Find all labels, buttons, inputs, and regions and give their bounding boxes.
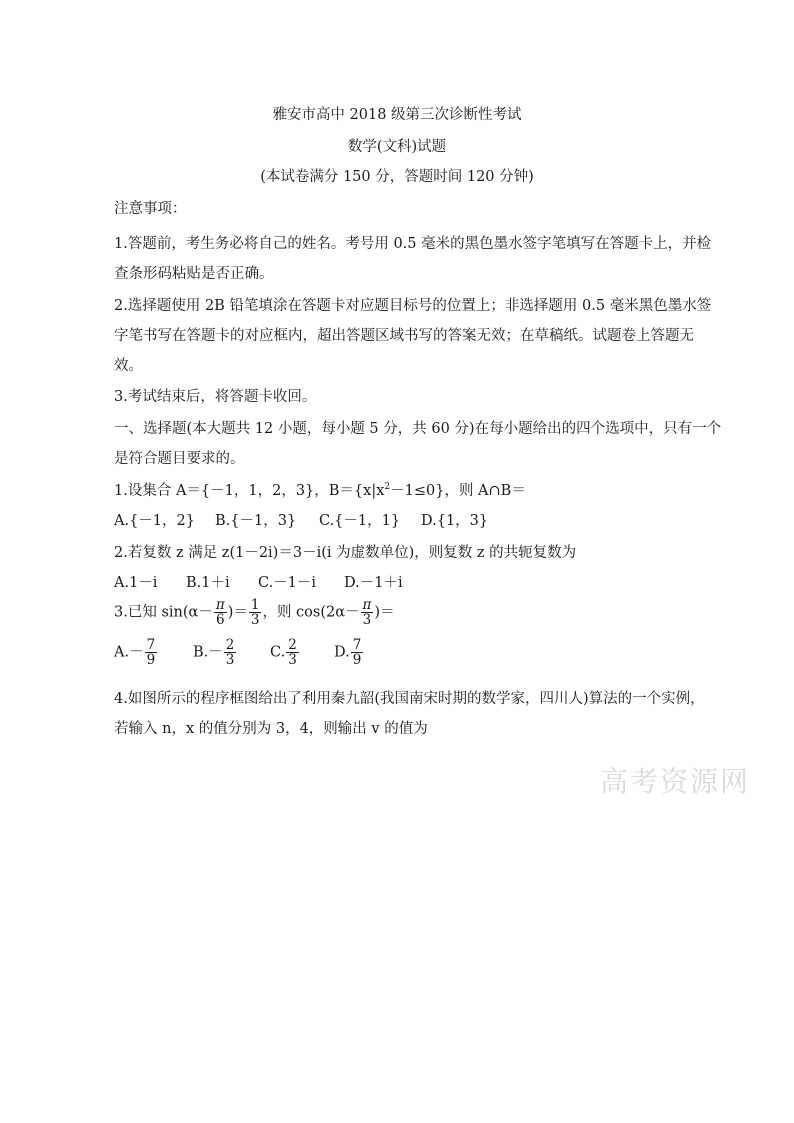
q3-option-c bbox=[270, 638, 334, 667]
q3-option-a-denominator: 9 bbox=[146, 652, 156, 669]
q3-fraction-3-denominator: 3 bbox=[362, 612, 372, 629]
question-3-stem bbox=[114, 598, 395, 627]
question-3-options bbox=[114, 638, 364, 667]
q1-stem-part-a: 1.设集合 A＝{－1，1，2，3}，B＝{x|x bbox=[114, 483, 385, 499]
q1-option-a: A.{－1，2} bbox=[114, 513, 195, 529]
q1-superscript: 2 bbox=[384, 482, 391, 493]
notice-heading: 注意事项： bbox=[114, 201, 187, 217]
q3-part-4: )＝ bbox=[374, 604, 395, 621]
question-1-options bbox=[114, 509, 488, 530]
q3-option-c-numerator: 2 bbox=[288, 637, 297, 653]
q3-fraction-2-denominator: 3 bbox=[250, 612, 260, 629]
q3-option-c-prefix: C. bbox=[270, 644, 286, 661]
q3-option-a-numerator: 7 bbox=[146, 637, 156, 653]
q2-option-d: D.－1＋i bbox=[344, 575, 403, 591]
q3-part-1: 3.已知 sin(α－ bbox=[114, 604, 213, 621]
notice-item-3: 3.考试结束后，将答题卡收回。 bbox=[114, 389, 317, 405]
q3-option-b-prefix: B.－ bbox=[193, 644, 223, 661]
section-1-line-2: 是符合题目要求的。 bbox=[114, 451, 245, 467]
q3-option-d-denominator: 9 bbox=[352, 652, 362, 669]
q3-option-a-prefix: A.－ bbox=[114, 644, 144, 661]
question-1-stem bbox=[114, 479, 526, 500]
question-4-line-1: 4.如图所示的程序框图给出了利用秦九韶(我国南宋时期的数学家，四川人)算法的一个实例， bbox=[114, 691, 705, 707]
q3-option-b-denominator: 3 bbox=[225, 652, 235, 669]
q3-option-c-denominator: 3 bbox=[288, 652, 297, 669]
q3-fraction-1-3 bbox=[249, 598, 262, 627]
q1-option-d: D.{1，3} bbox=[421, 513, 489, 529]
q3-fraction-2-numerator: 1 bbox=[250, 597, 260, 613]
exam-info: (本试卷满分 150 分，答题时间 120 分钟) bbox=[260, 169, 534, 185]
q3-fraction-3-numerator: π bbox=[362, 597, 372, 613]
exam-subtitle: 数学(文科)试题 bbox=[347, 139, 447, 155]
q2-option-a: A.1－i bbox=[114, 575, 158, 591]
q2-option-c: C.－1－i bbox=[258, 575, 317, 591]
notice-item-2-line-3: 效。 bbox=[114, 358, 143, 374]
q3-fraction-1-denominator: 6 bbox=[215, 612, 225, 629]
q2-option-b: B.1＋i bbox=[186, 575, 230, 591]
q3-option-d-numerator: 7 bbox=[352, 637, 362, 653]
q3-fraction-pi-6 bbox=[214, 598, 227, 627]
q3-fraction-1-numerator: π bbox=[215, 597, 225, 613]
notice-item-1-line-1: 1.答题前，考生务必将自己的姓名。考号用 0.5 毫米的黑色墨水签字笔填写在答题卡上，并检 bbox=[114, 236, 712, 252]
q3-option-d-fraction bbox=[351, 638, 364, 667]
notice-item-2-line-2: 字笔书写在答题卡的对应框内，超出答题区域书写的答案无效；在草稿纸。试题卷上答题无 bbox=[114, 328, 694, 344]
q3-option-a-fraction bbox=[145, 638, 158, 667]
q3-option-a bbox=[114, 638, 193, 667]
q3-option-b-numerator: 2 bbox=[225, 637, 235, 653]
q3-option-d bbox=[334, 638, 364, 667]
q3-option-c-fraction bbox=[286, 638, 299, 667]
q3-fraction-pi-3 bbox=[361, 598, 374, 627]
q3-option-d-prefix: D. bbox=[334, 644, 350, 661]
question-4-line-2: 若输入 n，x 的值分别为 3，4，则输出 v 的值为 bbox=[114, 721, 428, 737]
q3-part-3: ，则 cos(2α－ bbox=[262, 604, 360, 621]
q1-option-c: C.{－1，1} bbox=[319, 513, 401, 529]
q1-stem-part-b: －1≤0}，则 A∩B＝ bbox=[390, 483, 526, 499]
q3-option-b bbox=[193, 638, 270, 667]
notice-item-2-line-1: 2.选择题使用 2B 铅笔填涂在答题卡对应题目标号的位置上；非选择题用 0.5 毫米黑色墨水签 bbox=[114, 298, 712, 314]
watermark: 高考资源网 bbox=[600, 765, 751, 798]
section-1-line-1: 一、选择题(本大题共 12 小题，每小题 5 分，共 60 分)在每小题给出的四个选项中，只有一个 bbox=[114, 421, 722, 437]
exam-title: 雅安市高中 2018 级第三次诊断性考试 bbox=[272, 107, 522, 123]
question-2-options bbox=[114, 571, 403, 592]
q3-part-2: )＝ bbox=[227, 604, 248, 621]
q1-option-b: B.{－1，3} bbox=[215, 513, 297, 529]
q3-option-b-fraction bbox=[224, 638, 237, 667]
notice-item-1-line-2: 查条形码粘贴是否正确。 bbox=[114, 266, 274, 282]
question-2-stem: 2.若复数 z 满足 z(1－2i)＝3－i(i 为虚数单位)，则复数 z 的共轭复数为 bbox=[114, 545, 577, 561]
